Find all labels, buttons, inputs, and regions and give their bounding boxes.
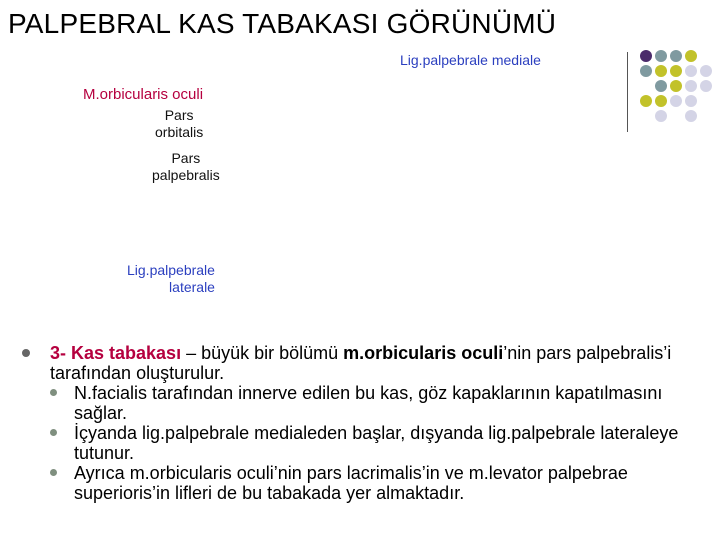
bullet-list [22, 343, 718, 503]
bullet-icon [22, 349, 30, 357]
decorative-dot [640, 65, 652, 77]
decorative-dot [685, 50, 697, 62]
decorative-dot [685, 80, 697, 92]
bullet-icon [50, 429, 57, 436]
sub-bullet-text: N.facialis tarafından innerve edilen bu kas, göz kapaklarının kapatılmasını sağlar. [74, 383, 663, 423]
decorative-dot [670, 80, 682, 92]
bullet-icon [50, 389, 57, 396]
label-line: Lig.palpebrale [127, 262, 215, 278]
decorative-dot [670, 95, 682, 107]
label-line: Pars [164, 107, 194, 123]
decorative-dot [700, 65, 712, 77]
decorative-dot [670, 50, 682, 62]
decorative-dot [655, 80, 667, 92]
bullet-bold-term: m.orbicularis oculi [343, 343, 504, 363]
decorative-dot [655, 110, 667, 122]
decorative-dot [700, 80, 712, 92]
label-pars-orbitalis [155, 107, 203, 141]
label-line: palpebralis [152, 167, 220, 183]
label-pars-palpebralis [152, 150, 220, 184]
decorative-dot [670, 65, 682, 77]
decorative-dot [640, 95, 652, 107]
bullet-heading: 3- Kas tabakası [50, 343, 182, 363]
label-line: orbitalis [155, 124, 204, 140]
bullet-text: ’nin pars palpebralis’i tarafından oluşturulur. [50, 343, 672, 383]
label-line: Pars [171, 150, 201, 166]
decorative-dot [640, 50, 652, 62]
decorative-dot [685, 110, 697, 122]
page-title: PALPEBRAL KAS TABAKASI GÖRÜNÜMÜ [8, 8, 557, 39]
bullet-text: – büyük bir bölümü [181, 343, 344, 363]
bullet-icon [50, 469, 57, 476]
label-lig-palpebrale-laterale [127, 262, 215, 296]
sub-bullet-text: İçyanda lig.palpebrale medialeden başlar, dışyanda lig.palpebrale lateraleye tutunur. [74, 423, 679, 463]
label-m-orbicularis-oculi: M.orbicularis oculi [83, 86, 204, 103]
main-bullet [22, 343, 718, 383]
sub-bullet-text: Ayrıca m.orbicularis oculi’nin pars lacrimalis’in ve m.levator palpebrae superioris’in lifleri de bu tabakada yer almaktadır. [74, 463, 628, 503]
sub-bullet [50, 423, 718, 463]
decorative-dot [685, 95, 697, 107]
label-lig-palpebrale-mediale: Lig.palpebrale mediale [400, 52, 541, 68]
label-line: laterale [169, 279, 215, 295]
sub-bullet [50, 463, 718, 503]
decorative-dot [655, 95, 667, 107]
decorative-dot [655, 65, 667, 77]
decorative-dot [685, 65, 697, 77]
sub-bullet [50, 383, 718, 423]
decorative-divider [627, 52, 628, 132]
decorative-dot [655, 50, 667, 62]
